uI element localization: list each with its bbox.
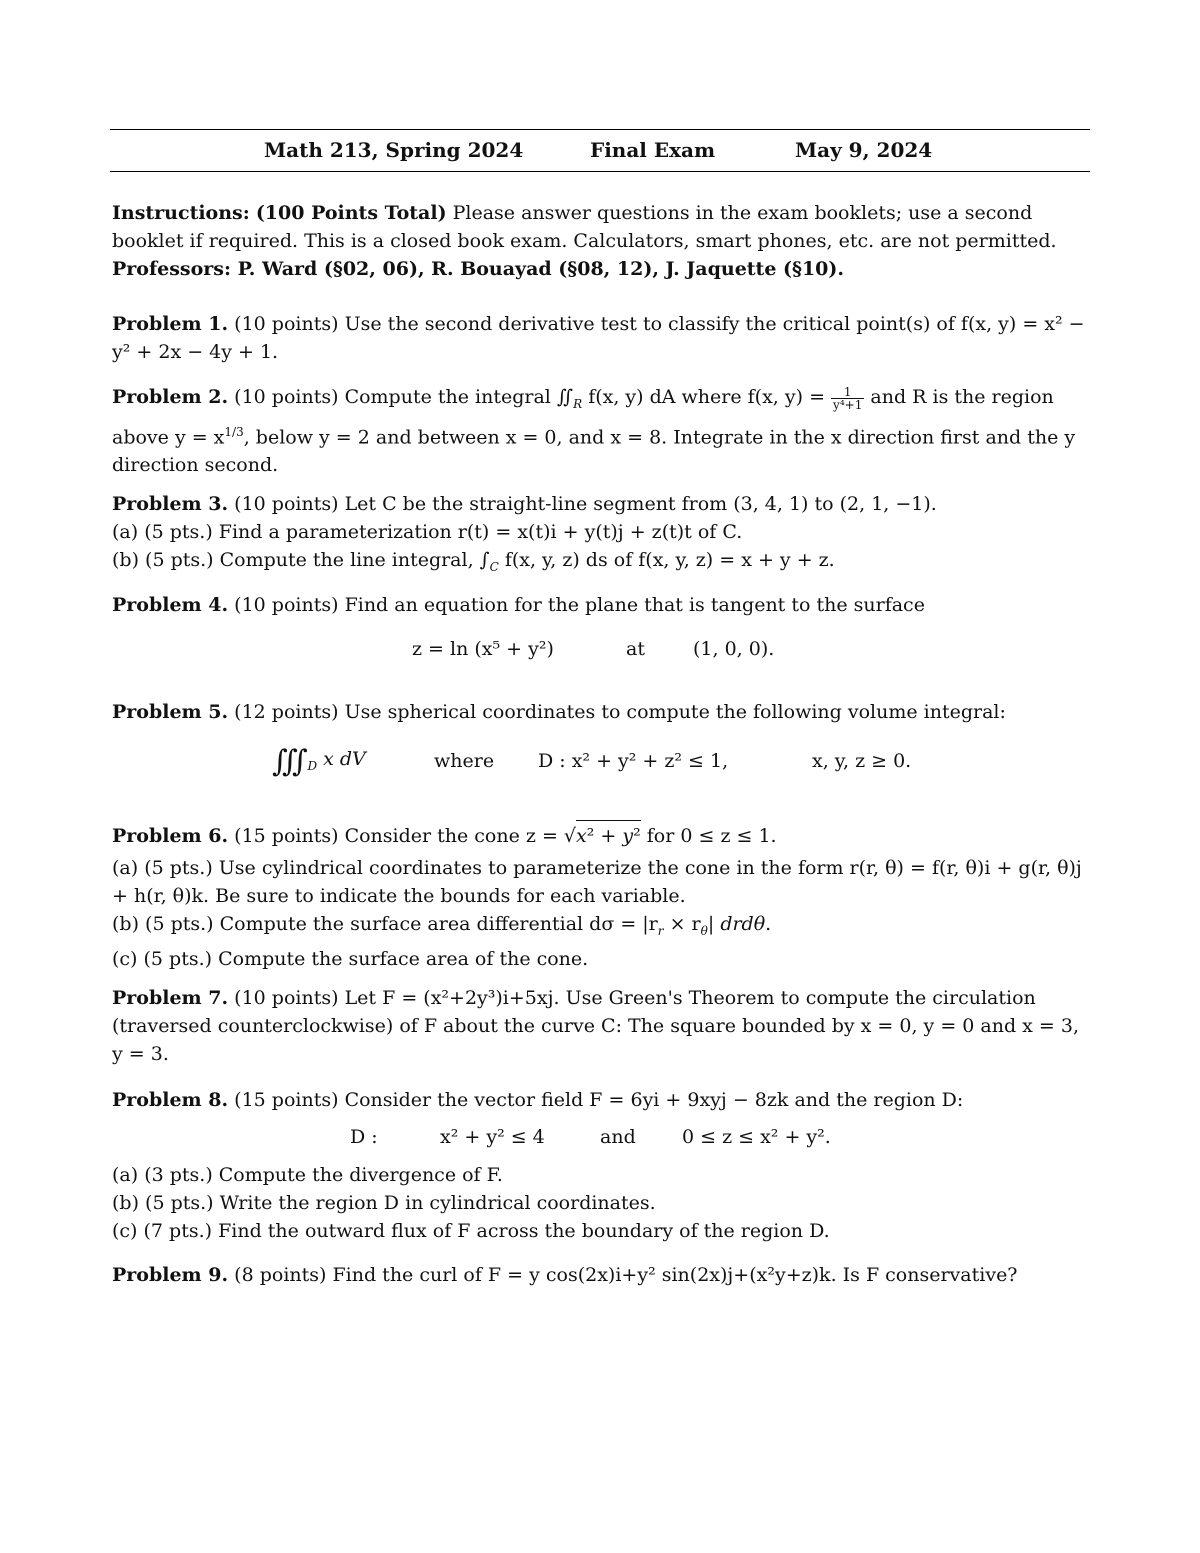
fraction-denominator: y⁴+1 [833,397,863,412]
problem-6a: (a) (5 pts.) Use cylindrical coordinates to parameterize the cone in the form r(r, θ) = f(r, θ)i + g(r, θ)j + h(r, θ)k. Be sure to indicate the bounds for each variable. [112,857,1082,907]
problem-2-text-a: Compute the integral ∬ [344,386,574,408]
problem-8-parts [112,1161,1090,1245]
problem-5-condition: x, y, z ≥ 0. [812,750,912,772]
course-title: Math 213, Spring 2024 [264,138,524,162]
problem-6-text-b: for 0 ≤ z ≤ 1. [646,825,777,847]
problem-3b: (b) (5 pts.) Compute the line integral, ∫ [112,549,490,571]
problem-5 [112,698,1090,726]
exam-date: May 9, 2024 [795,138,933,162]
problem-4-text: Find an equation for the plane that is tangent to the surface [344,594,925,616]
fraction-numerator: 1 [831,386,864,399]
problem-9-text: Find the curl of F = y cos(2x)i+y² sin(2x)j+(x²y+z)k. Is F conservative? [332,1264,1018,1286]
problem-3-points: (10 points) [234,493,339,515]
problem-1-points: (10 points) [234,313,339,335]
problem-5-domain: D : x² + y² + z² ≤ 1, [538,750,729,772]
problem-8-eq-a: x² + y² ≤ 4 [440,1126,545,1148]
problem-1-text: Use the second derivative test to classify the critical point(s) of f(x, y) = x² − y² + 2x − 4y + 1. [112,313,1085,363]
problem-8c: (c) (7 pts.) Find the outward flux of F across the boundary of the region D. [112,1220,830,1242]
problem-6-sqrt: x² + y² [576,820,641,850]
instructions-text: Please answer questions in the exam booklets; use a second booklet if required. This is a closed book exam. Calculators, smart phones, etc. are not permitted. [112,202,1057,252]
problem-2-fraction [831,386,864,411]
problem-9-points: (8 points) [234,1264,327,1286]
problem-5-where: where [434,750,495,772]
problem-8-eq-d: D : [350,1126,378,1148]
problem-4-point: (1, 0, 0). [693,638,775,660]
header-top-rule [110,129,1090,130]
problem-5-integral: $∭_D$ x dV [272,744,366,779]
problem-4-equation: z = ln (x⁵ + y²) [412,638,554,660]
problem-7-points: (10 points) [234,987,339,1009]
problem-3: Problem 3. (10 points) Let C be the straight-line segment from (3, 4, 1) to (2, 1, −1). (a) (5 pts.) Find a parameterization r(t) = x(t)i + y(t)j + z(t)t of C. (b) (5 pts.) Compute the line integral, $\int_C$ f(x, y, z) ds of f(x, y, z) = x + y + z. [112,490,1090,581]
problem-8a: (a) (3 pts.) Compute the divergence of F. [112,1164,503,1186]
problem-3-text: Let C be the straight-line segment from (3, 4, 1) to (2, 1, −1). [344,493,937,515]
problem-8-label: Problem 8. [112,1089,229,1111]
problem-8-points: (15 points) [234,1089,339,1111]
problem-3-label: Problem 3. [112,493,229,515]
problem-2-text-c: and R is the region above y = x [112,386,1054,449]
problem-2-text-d: , below y = 2 and between x = 0, and x = 8. Integrate in the x direction first and the y direction second. [112,426,1076,477]
triple-integral-sign: ∭ [272,744,308,779]
problem-2-label: Problem 2. [112,386,229,408]
total-points: (100 Points Total) [255,202,447,224]
problem-6-text-a: Consider the cone z = [344,825,558,847]
problem-4-at: at [626,638,645,660]
exam-title: Final Exam [590,138,716,162]
problem-9-label: Problem 9. [112,1264,229,1286]
problem-6-points: (15 points) [234,825,339,847]
problem-4 [112,591,1090,619]
problem-7-label: Problem 7. [112,987,229,1009]
problem-3b-end: f(x, y, z) ds of f(x, y, z) = x + y + z. [504,549,835,571]
problem-2-text-b: f(x, y) dA where f(x, y) = [588,386,825,408]
problem-7-text: Let F = (x²+2y³)i+5xj. Use Green's Theorem to compute the circulation (traversed counterclockwise) of F about the curve C: The square bounded by x = 0, y = 0 and x = 3, y = 3. [112,987,1080,1065]
instructions [112,199,1090,283]
problem-5-text: Use spherical coordinates to compute the following volume integral: [344,701,1006,723]
problem-1-label: Problem 1. [112,313,229,335]
problem-7 [112,984,1090,1068]
header-bottom-rule [110,171,1090,172]
problem-9 [112,1261,1090,1289]
problem-8b: (b) (5 pts.) Write the region D in cylindrical coordinates. [112,1192,656,1214]
problem-2: Problem 2. (10 points) Compute the integral $∬_R$ f(x, y) dA where f(x, y) = $\frac{1}{\text{y⁴+1}}$ and R is the region above $y = x^{1/3}$, below y = 2 and between x = 0, and x = 8. Integrate in the x direction first and the y direction second. [112,384,1076,477]
exam-header [110,138,1090,166]
problem-8 [112,1086,1090,1114]
instructions-label: Instructions: [112,202,250,224]
problem-1 [112,310,1090,366]
problem-6-label: Problem 6. [112,825,229,847]
problem-5-points: (12 points) [234,701,339,723]
problem-8-eq-b: 0 ≤ z ≤ x² + y². [682,1126,831,1148]
problem-5-label: Problem 5. [112,701,229,723]
problem-2-points: (10 points) [234,386,339,408]
professors-line: Professors: P. Ward (§02, 06), R. Bouayad (§08, 12), J. Jaquette (§10). [112,258,845,280]
problem-8-eq-and: and [600,1126,636,1148]
problem-3a: (a) (5 pts.) Find a parameterization r(t) = x(t)i + y(t)j + z(t)t of C. [112,521,743,543]
problem-4-points: (10 points) [234,594,339,616]
problem-8-text: Consider the vector field F = 6yi + 9xyj − 8zk and the region D: [344,1089,964,1111]
problem-6c: (c) (5 pts.) Compute the surface area of the cone. [112,947,589,970]
problem-6b: (b) (5 pts.) Compute the surface area differential dσ = |r [112,913,658,935]
problem-5-integrand: x dV [323,748,366,770]
problem-4-label: Problem 4. [112,594,229,616]
problem-6: Problem 6. (15 points) Consider the cone z = √x² + y² for 0 ≤ z ≤ 1. (a) (5 pts.) Use cylindrical coordinates to parameterize the cone in the form r(r, θ) = f(r, θ)i + g(r, θ)j + h(r, θ)k. Be sure to indicate the bounds for each variable. (b) (5 pts.) Compute the surface area differential $d\sigma = |r_r \times r_\theta|$ drdθ. (c) (5 pts.) Compute the surface area of the cone. [112,820,1090,973]
